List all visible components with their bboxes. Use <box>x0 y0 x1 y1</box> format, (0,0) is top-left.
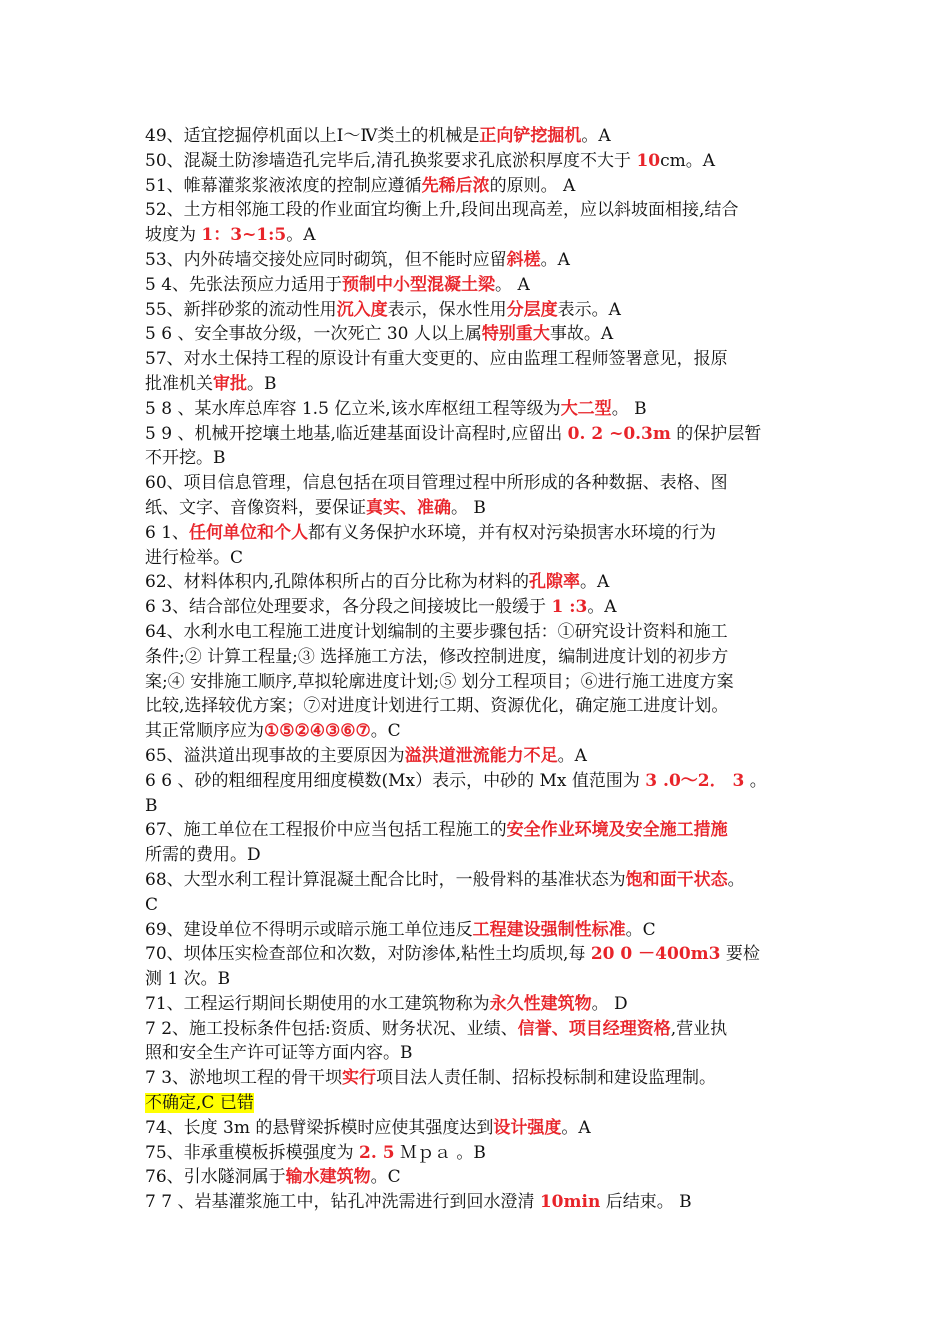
text-line <box>145 422 817 447</box>
line-text: 。A <box>561 1117 591 1138</box>
line-text: 。A <box>581 126 611 146</box>
line-text: 5 9 、机械开挖壤土地基,临近建基面设计高程时,应留出 <box>145 423 568 444</box>
line-text: 。 <box>727 869 745 890</box>
text-line <box>145 769 817 794</box>
line-text: 50、混凝土防渗墙造孔完毕后,清孔换浆要求孔底淤积厚度不大于 <box>145 150 637 171</box>
highlighted-answer: 任何单位和个人 <box>189 522 309 543</box>
text-line <box>145 347 817 372</box>
text-line <box>145 372 817 397</box>
line-text: 。C <box>370 721 401 742</box>
line-text: 5 8 、某水库总库容 1.5 亿立米,该水库枢纽工程等级为 <box>145 398 561 419</box>
line-text: 64、水利水电工程施工进度计划编制的主要步骤包括：①研究设计资料和施工 <box>145 621 728 642</box>
line-text: 。 B <box>451 497 486 518</box>
line-text: 比较,选择较优方案；⑦对进度计划进行工期、资源优化，确定施工进度计划。 <box>145 696 729 717</box>
text-line <box>145 570 817 595</box>
line-text: 要检 <box>720 944 760 965</box>
text-line <box>145 868 817 893</box>
highlighted-answer: 特别重大 <box>481 324 550 345</box>
text-line <box>145 818 817 843</box>
highlighted-answer: 输水建筑物 <box>285 1167 371 1188</box>
highlighted-answer: 饱和面干状态 <box>625 869 728 890</box>
line-text: B <box>145 795 158 816</box>
text-line <box>145 595 817 620</box>
text-line <box>145 992 817 1017</box>
text-line <box>145 273 817 298</box>
line-text: 。 <box>744 770 767 791</box>
highlighted-answer: 信誉、项目经理资格 <box>517 1018 671 1039</box>
line-text: 67、施工单位在工程报价中应当包括工程施工的 <box>145 820 507 841</box>
line-text: 表示。A <box>557 299 621 320</box>
highlighted-answer: 工程建设强制性标准 <box>472 919 626 940</box>
text-line <box>145 298 817 323</box>
line-text: 57、对水土保持工程的原设计有重大变更的、应由监理工程师签署意见，报原 <box>145 349 728 370</box>
line-text: 。A <box>557 745 587 766</box>
line-text: 。A <box>540 249 570 270</box>
highlighted-answer: 1：3~1:5 <box>201 225 287 246</box>
line-text: 5 6 、安全事故分级，一次死亡 30 人以上属 <box>145 324 482 345</box>
text-line <box>145 1017 817 1042</box>
highlighted-answer: 设计强度 <box>493 1117 562 1138</box>
line-text: 。 B <box>611 398 647 419</box>
text-line <box>145 1116 817 1141</box>
line-text: 的保护层暂 <box>670 423 762 444</box>
text-line <box>145 149 817 174</box>
text-line <box>145 1091 817 1116</box>
line-text: 。C <box>625 919 656 940</box>
highlighted-answer: 大二型 <box>560 398 612 419</box>
text-line <box>145 918 817 943</box>
line-text: 照和安全生产许可证等方面内容。B <box>145 1043 413 1064</box>
line-text: 7 7 、岩基灌浆施工中，钻孔冲洗需进行到回水澄清 <box>145 1192 540 1213</box>
line-text: 纸、文字、音像资料，要保证 <box>145 497 366 518</box>
highlighted-answer: 预制中小型混凝土梁 <box>342 274 496 295</box>
highlighted-answer: 10min <box>539 1192 601 1213</box>
line-text: cm。A <box>660 150 716 171</box>
line-text: 后结束。 B <box>600 1192 692 1213</box>
line-text: 。 A <box>495 274 530 295</box>
highlighted-answer: 正向铲挖掘机 <box>479 126 582 146</box>
line-text: 65、溢洪道出现事故的主要原因为 <box>145 745 405 766</box>
marked-note: 不确定,C 已错 <box>145 1093 254 1114</box>
text-line <box>145 1190 817 1215</box>
text-line <box>145 1141 817 1166</box>
line-text: 5 4、先张法预应力适用于 <box>145 274 343 295</box>
text-line <box>145 719 817 744</box>
text-line <box>145 1165 817 1190</box>
line-text: Ｍｐａ 。B <box>394 1142 486 1163</box>
highlighted-answer: 斜槎 <box>506 249 541 270</box>
line-text: 60、项目信息管理，信息包括在项目管理过程中所形成的各种数据、表格、图 <box>145 473 728 494</box>
text-line <box>145 496 817 521</box>
line-text: 74、长度 3m 的悬臂梁拆模时应使其强度达到 <box>145 1117 494 1138</box>
line-text: 事故。A <box>549 324 614 345</box>
highlighted-answer: 沉入度 <box>336 299 388 320</box>
highlighted-answer: ①⑤②④③⑥⑦ <box>264 721 371 742</box>
line-text: 7 3、淤地坝工程的骨干坝 <box>145 1068 343 1089</box>
line-text: 71、工程运行期间长期使用的水工建筑物称为 <box>145 993 490 1014</box>
line-text: 都有义务保护水环境，并有权对污染损害水环境的行为 <box>308 522 717 543</box>
highlighted-answer: 20 0 －400m3 <box>590 944 721 965</box>
line-text: C <box>145 894 159 915</box>
line-text: 表示，保水性用 <box>387 299 507 320</box>
document-page <box>145 124 817 1215</box>
highlighted-answer: 溢洪道泄流能力不足 <box>404 745 558 766</box>
text-line <box>145 1066 817 1091</box>
line-text: 进行检举。C <box>145 547 244 568</box>
text-line <box>145 620 817 645</box>
line-text: 测 1 次。B <box>145 969 231 990</box>
line-text: 69、建设单位不得明示或暗示施工单位违反 <box>145 919 473 940</box>
line-text: ,营业执 <box>670 1018 728 1039</box>
line-text: 批准机关 <box>145 373 213 394</box>
line-text: 所需的费用。D <box>145 845 261 866</box>
line-text: 。A <box>580 572 610 593</box>
highlighted-answer: 10 <box>636 150 661 171</box>
line-text: 6 1、 <box>145 522 190 543</box>
line-text: 52、土方相邻施工段的作业面宜均衡上升,段间出现高差，应以斜坡面相接,结合 <box>145 200 739 221</box>
line-text: 不开挖。B <box>145 448 226 469</box>
line-text: 。A <box>286 225 316 246</box>
line-text: 坡度为 <box>145 225 202 246</box>
line-text: 。 D <box>591 993 628 1014</box>
highlighted-answer: 孔隙率 <box>529 572 581 593</box>
text-line <box>145 1041 817 1066</box>
highlighted-answer: 0. 2 ~0.3m <box>567 423 671 444</box>
line-text: 6 3、结合部位处理要求，各分段之间接坡比一般缓于 <box>145 597 552 618</box>
line-text: 6 6 、砂的粗细程度用细度模数(Mx）表示，中砂的 Mx 值范围为 <box>145 770 646 791</box>
text-line <box>145 967 817 992</box>
line-text: 案;④ 安排施工顺序,草拟轮廓进度计划;⑤ 划分工程项目；⑥进行施工进度方案 <box>145 671 734 692</box>
text-line <box>145 694 817 719</box>
highlighted-answer: 实行 <box>342 1068 377 1089</box>
highlighted-answer: 3 .0～2． 3 <box>645 770 745 791</box>
text-line <box>145 397 817 422</box>
text-line <box>145 471 817 496</box>
line-text: 的原则。 A <box>489 175 576 196</box>
text-line <box>145 670 817 695</box>
line-text: 49、适宜挖掘停机面以上Ⅰ～Ⅳ类土的机械是 <box>145 126 480 146</box>
line-text: 70、坝体压实检查部位和次数，对防渗体,粘性土均质坝,每 <box>145 944 591 965</box>
line-text: 62、材料体积内,孔隙体积所占的百分比称为材料的 <box>145 572 530 593</box>
line-text: 条件;② 计算工程量;③ 选择施工方法，修改控制进度，编制进度计划的初步方 <box>145 646 729 667</box>
line-text: 55、新拌砂浆的流动性用 <box>145 299 337 320</box>
text-line <box>145 198 817 223</box>
line-text: 68、大型水利工程计算混凝土配合比时，一般骨料的基准状态为 <box>145 869 626 890</box>
text-line <box>145 223 817 248</box>
highlighted-answer: 1 :3 <box>551 597 588 618</box>
text-line <box>145 843 817 868</box>
line-text: 项目法人责任制、招标投标制和建设监理制。 <box>376 1068 717 1089</box>
text-line <box>145 744 817 769</box>
text-line <box>145 645 817 670</box>
line-text: 。C <box>370 1167 401 1188</box>
line-text: 。B <box>247 373 277 394</box>
line-text: 其正常顺序应为 <box>145 721 264 742</box>
highlighted-answer: 真实、准确 <box>366 497 451 518</box>
highlighted-answer: 先稀后浓 <box>421 175 490 196</box>
highlighted-answer: 分层度 <box>506 299 558 320</box>
line-text: 7 2、施工投标条件包括:资质、财务状况、业绩、 <box>145 1018 518 1039</box>
text-line <box>145 942 817 967</box>
text-line <box>145 521 817 546</box>
line-text: 53、内外砖墙交接处应同时砌筑，但不能时应留 <box>145 249 507 270</box>
highlighted-answer: 2. 5 <box>359 1142 395 1163</box>
highlighted-answer: 安全作业环境及安全施工措施 <box>506 820 728 841</box>
line-text: 51、帷幕灌浆浆液浓度的控制应遵循 <box>145 175 422 196</box>
text-line <box>145 248 817 273</box>
line-text: 76、引水隧洞属于 <box>145 1167 286 1188</box>
text-line <box>145 546 817 571</box>
line-text: 75、非承重模板拆模强度为 <box>145 1142 360 1163</box>
text-line <box>145 446 817 471</box>
text-line <box>145 174 817 199</box>
text-line <box>145 893 817 918</box>
text-line <box>145 794 817 819</box>
text-line <box>145 124 817 149</box>
text-line <box>145 322 817 347</box>
highlighted-answer: 永久性建筑物 <box>489 993 592 1014</box>
line-text: 。A <box>587 597 617 618</box>
highlighted-answer: 审批 <box>213 373 247 394</box>
